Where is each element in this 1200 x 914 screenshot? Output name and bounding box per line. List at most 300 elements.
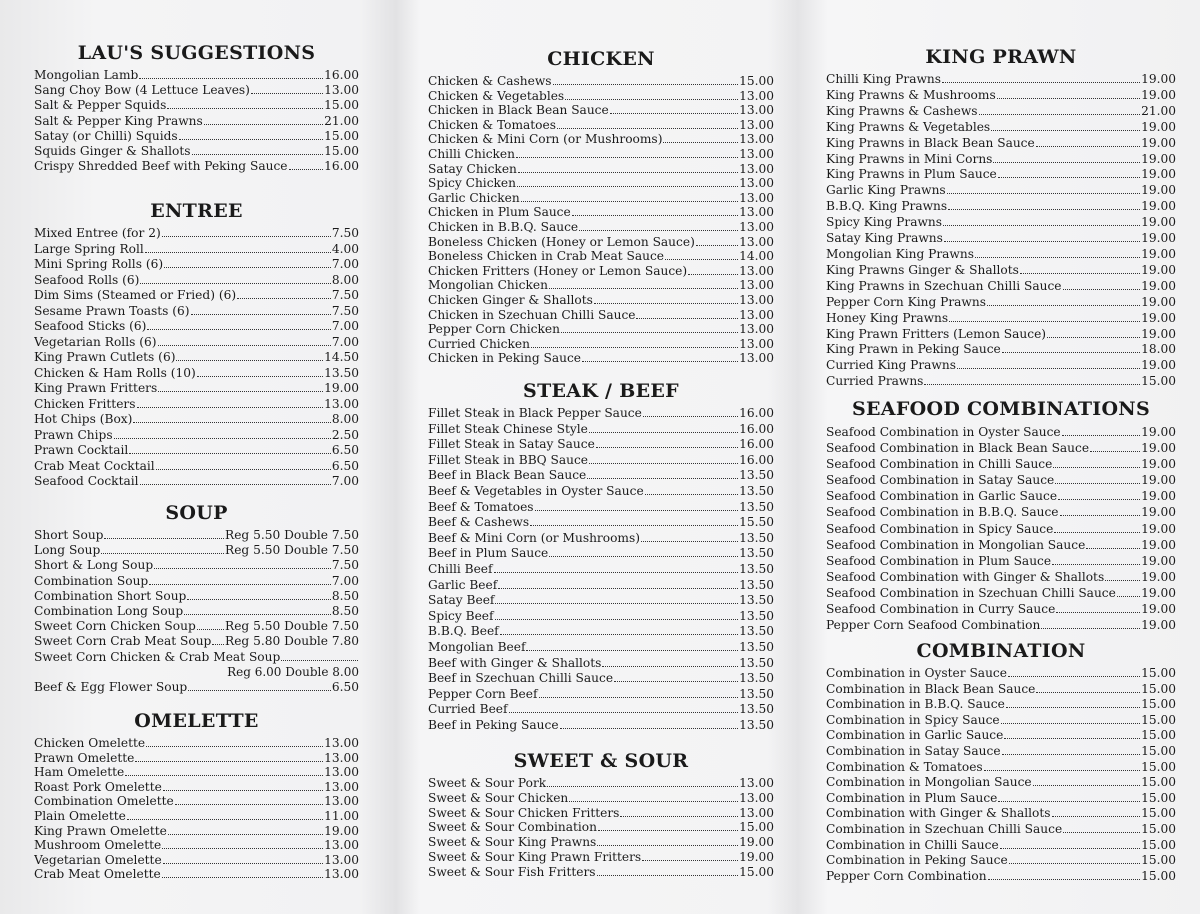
dot-leader <box>530 516 738 526</box>
menu-item-price: 13.00 <box>324 765 359 780</box>
menu-item <box>428 162 774 177</box>
menu-item-name: King Prawns & Mushrooms <box>826 87 996 102</box>
menu-item <box>34 144 359 159</box>
menu-item <box>428 337 774 352</box>
menu-item <box>826 358 1176 374</box>
menu-item-name: Squids Ginger & Shallots <box>34 144 191 159</box>
section-chicken <box>428 48 774 366</box>
menu-item-price: 7.00 <box>331 319 359 333</box>
menu-item-price: 8.00 <box>331 412 359 426</box>
menu-item-name: Fillet Steak in Satay Sauce <box>428 437 595 452</box>
menu-item-price: 19.00 <box>1141 310 1176 325</box>
dot-leader <box>1000 839 1140 849</box>
dot-leader <box>162 839 323 849</box>
menu-item <box>826 440 1176 456</box>
dot-leader <box>614 672 738 682</box>
menu-item <box>826 136 1176 152</box>
dot-leader <box>1052 555 1140 565</box>
menu-item-price: 19.00 <box>1141 326 1176 341</box>
dot-leader <box>163 854 323 864</box>
section-steak-beef <box>428 380 774 733</box>
menu-item-price: 13.00 <box>739 234 774 249</box>
dot-leader <box>1058 490 1140 500</box>
menu-item-name: Mixed Entree (for 2) <box>34 226 161 240</box>
menu-item-name: King Prawn Cutlets (6) <box>34 350 176 364</box>
dot-leader <box>1041 619 1140 629</box>
dot-leader <box>125 766 323 776</box>
menu-item-name: Combination in Satay Sauce <box>826 743 1001 758</box>
menu-item-price: 13.00 <box>739 351 774 366</box>
menu-item-name: Mongolian Lamb <box>34 68 139 82</box>
menu-item-price: 6.50 <box>331 679 359 694</box>
menu-item-price: 19.00 <box>1141 72 1176 86</box>
dot-leader <box>156 460 331 470</box>
menu-item <box>34 129 359 144</box>
menu-item <box>34 335 359 351</box>
menu-item <box>34 288 359 304</box>
menu-item <box>826 822 1176 838</box>
dot-leader <box>129 444 331 454</box>
dot-leader <box>101 544 224 554</box>
dot-leader <box>1055 474 1140 484</box>
menu-item-price: 13.00 <box>324 838 359 853</box>
section-soup <box>34 502 359 695</box>
menu-item-name: Combination in Plum Sauce <box>826 790 998 805</box>
menu-item-name: Chicken in Szechuan Chilli Sauce <box>428 307 636 322</box>
menu-item <box>826 152 1176 168</box>
menu-item-name: Plain Omelette <box>34 808 126 823</box>
menu-item-price: 13.50 <box>739 483 774 498</box>
menu-item-name: Combination in Garlic Sauce <box>826 728 1004 743</box>
menu-item-price: 13.00 <box>739 322 774 337</box>
dot-leader <box>237 289 331 299</box>
menu-item-price: 7.00 <box>331 334 359 349</box>
menu-item-price: 18.00 <box>1141 342 1176 357</box>
menu-item <box>826 537 1176 553</box>
menu-item <box>826 120 1176 136</box>
menu-item-price: 7.50 <box>331 558 359 573</box>
section-heading: SOUP <box>165 502 228 524</box>
menu-item-name: Sang Choy Bow (4 Lettuce Leaves) <box>34 83 250 98</box>
menu-item-price: 19.00 <box>1141 183 1176 198</box>
menu-item-name: Combination Omelette <box>34 794 174 809</box>
menu-item-price: 13.00 <box>739 263 774 278</box>
menu-item <box>826 744 1176 760</box>
menu-item <box>826 553 1176 569</box>
menu-item-price: 19.00 <box>1141 167 1176 182</box>
dot-leader <box>663 133 738 143</box>
menu-item <box>826 569 1176 585</box>
dot-leader <box>589 423 738 433</box>
menu-item-price: Reg 5.50 Double 7.50 <box>225 528 359 542</box>
menu-item-name: Salt & Pepper Squids <box>34 98 167 113</box>
menu-item-name: Mongolian Chicken <box>428 278 548 293</box>
menu-item-name: King Prawn Fritters (Lemon Sauce) <box>826 326 1047 341</box>
menu-item <box>34 604 359 619</box>
menu-item-price: 7.00 <box>331 573 359 588</box>
menu-item-name: Sweet & Sour Chicken Fritters <box>428 805 620 820</box>
dot-leader <box>560 719 739 729</box>
dot-leader <box>495 610 739 620</box>
menu-item-price: 13.00 <box>739 307 774 322</box>
dot-leader <box>1033 776 1141 786</box>
menu-item <box>428 865 774 880</box>
menu-item-name: Crab Meat Cocktail <box>34 458 155 473</box>
dot-leader <box>1054 523 1140 533</box>
menu-item <box>428 820 774 835</box>
menu-item <box>826 697 1176 713</box>
dot-leader <box>184 605 331 615</box>
menu-item-price: 16.00 <box>739 406 774 420</box>
menu-item <box>34 226 359 242</box>
menu-item <box>428 484 774 500</box>
section-heading: SEAFOOD COMBINATIONS <box>851 398 1150 420</box>
dot-leader <box>509 703 739 713</box>
menu-item <box>34 83 359 98</box>
menu-item-price: 6.50 <box>331 443 359 457</box>
menu-item-name: Dim Sims (Steamed or Fried) (6) <box>34 288 237 302</box>
menu-item-name: Satay Chicken <box>428 161 517 176</box>
menu-item <box>34 650 359 665</box>
menu-item <box>428 578 774 594</box>
menu-item-name: Seafood Combination in Spicy Sauce <box>826 521 1054 536</box>
menu-item-price: 13.00 <box>739 103 774 118</box>
menu-item <box>826 215 1176 231</box>
menu-item-price: 13.00 <box>739 278 774 293</box>
dot-leader <box>597 836 738 846</box>
dot-leader <box>517 177 738 187</box>
menu-item-name: Seafood Sticks (6) <box>34 319 147 333</box>
menu-item-price: 13.00 <box>324 736 359 750</box>
section-entree <box>34 200 359 490</box>
menu-item-price: 13.50 <box>739 468 774 483</box>
menu-item <box>826 853 1176 869</box>
menu-item-price: 19.00 <box>1141 505 1176 520</box>
menu-item <box>826 279 1176 295</box>
menu-item-name: Spicy Beef <box>428 608 494 623</box>
menu-item <box>826 617 1176 633</box>
menu-item-name: Spicy King Prawns <box>826 215 942 230</box>
menu-item <box>34 528 359 543</box>
menu-item <box>826 327 1176 343</box>
menu-item <box>428 176 774 191</box>
menu-item-price: 13.00 <box>324 794 359 809</box>
dot-leader <box>997 89 1140 99</box>
menu-item-name: Seafood Combination in Mongolian Sauce <box>826 537 1086 552</box>
menu-item <box>826 263 1176 279</box>
section-king-prawn <box>826 46 1176 390</box>
menu-item-name: Vegetarian Rolls (6) <box>34 334 157 349</box>
menu-item-price: 19.00 <box>1141 358 1176 373</box>
menu-item-name: Seafood Combination in B.B.Q. Sauce <box>826 505 1059 520</box>
menu-item <box>428 850 774 865</box>
menu-item <box>428 656 774 672</box>
menu-item-price: 13.00 <box>739 190 774 205</box>
menu-item-name: B.B.Q. King Prawns <box>826 199 948 214</box>
menu-item-price: 13.50 <box>739 608 774 623</box>
menu-item-name: Salt & Pepper King Prawns <box>34 113 203 128</box>
menu-item <box>826 424 1176 440</box>
dot-leader <box>948 200 1140 210</box>
menu-item-price: 13.50 <box>739 593 774 608</box>
menu-item <box>428 235 774 250</box>
menu-item-price: 15.00 <box>1141 868 1176 883</box>
menu-item <box>428 500 774 516</box>
menu-item-name: Curried King Prawns <box>826 358 956 373</box>
dot-leader <box>594 294 738 304</box>
menu-item-name: Beef & Vegetables in Oyster Sauce <box>428 483 644 498</box>
dot-leader <box>494 563 739 573</box>
menu-item-name: King Prawns Ginger & Shallots <box>826 262 1019 277</box>
menu-item <box>826 456 1176 472</box>
dot-leader <box>582 352 738 362</box>
menu-item-price: 15.00 <box>739 864 774 879</box>
menu-item-price: 13.50 <box>739 546 774 561</box>
menu-item-price: 16.00 <box>324 159 359 174</box>
menu-item <box>428 437 774 453</box>
section-heading: ENTREE <box>150 200 243 222</box>
dot-leader <box>539 688 739 698</box>
menu-item-price: 13.50 <box>739 530 774 545</box>
menu-item-name: Combination Soup <box>34 573 149 588</box>
menu-item-name: Chicken in B.B.Q. Sauce <box>428 219 579 234</box>
dot-leader <box>191 305 331 315</box>
menu-item-price: 19.00 <box>324 381 359 395</box>
menu-item <box>428 806 774 821</box>
menu-item-name: Combination in Chilli Sauce <box>826 837 999 852</box>
menu-item-price: 15.00 <box>1141 806 1176 821</box>
menu-item-price: 7.00 <box>331 474 359 488</box>
menu-item-price: 13.00 <box>324 83 359 98</box>
menu-item-price: 13.00 <box>739 292 774 307</box>
dot-leader <box>957 359 1140 369</box>
dot-leader <box>1020 264 1140 274</box>
menu-item-price: 8.50 <box>331 588 359 603</box>
menu-item-name: King Prawn Omelette <box>34 823 167 838</box>
menu-item-price: 13.50 <box>739 624 774 639</box>
menu-item-price: 7.50 <box>331 288 359 302</box>
dot-leader <box>998 792 1140 802</box>
menu-item-name: Chilli Chicken <box>428 146 515 161</box>
menu-item-price: 15.00 <box>1141 712 1176 727</box>
menu-item <box>826 585 1176 601</box>
dot-leader <box>602 657 738 667</box>
menu-item-price: 15.00 <box>324 98 359 113</box>
menu-item <box>826 601 1176 617</box>
menu-item <box>34 809 359 824</box>
dot-leader <box>500 625 738 635</box>
menu-item-name: Seafood Combination in Black Bean Sauce <box>826 441 1090 456</box>
dot-leader <box>589 454 738 464</box>
dot-leader <box>147 320 330 330</box>
menu-item-name: Pepper Corn King Prawns <box>826 294 986 309</box>
menu-item-price: 15.50 <box>739 515 774 530</box>
menu-item-price: 19.00 <box>1141 199 1176 214</box>
dot-leader <box>572 206 738 216</box>
dot-leader <box>518 163 738 173</box>
dot-leader <box>643 407 738 417</box>
dot-leader <box>991 121 1140 131</box>
menu-item-name: Chicken & Ham Rolls (10) <box>34 365 196 380</box>
menu-item-price: 15.00 <box>324 128 359 143</box>
menu-item <box>826 374 1176 390</box>
menu-item-price: 15.00 <box>1141 728 1176 743</box>
menu-item-name: Sweet & Sour Fish Fritters <box>428 864 596 879</box>
dot-leader <box>495 594 738 604</box>
dot-leader <box>1008 667 1140 677</box>
menu-item-price: 19.00 <box>1141 585 1176 600</box>
section-seafood-combinations <box>826 398 1176 633</box>
menu-item-price: 19.00 <box>1141 537 1176 552</box>
menu-item <box>34 412 359 428</box>
menu-item <box>428 191 774 206</box>
menu-item-price: 19.00 <box>739 849 774 864</box>
section-heading: STEAK / BEEF <box>523 380 679 402</box>
menu-item <box>826 791 1176 807</box>
menu-item-price: 8.00 <box>331 272 359 287</box>
menu-item <box>826 806 1176 822</box>
dot-leader <box>1002 745 1141 755</box>
dot-leader <box>645 485 738 495</box>
menu-item-price: 13.50 <box>739 671 774 686</box>
menu-item-price: 13.00 <box>739 161 774 176</box>
dot-leader <box>1063 280 1141 290</box>
menu-item-price: 19.00 <box>1141 473 1176 488</box>
menu-item-price: 19.00 <box>1141 231 1176 246</box>
menu-item-name: Sesame Prawn Toasts (6) <box>34 303 190 318</box>
menu-item-price: 15.00 <box>1141 759 1176 774</box>
menu-item <box>34 257 359 273</box>
menu-item <box>826 869 1176 885</box>
menu-item <box>428 791 774 806</box>
menu-item <box>34 824 359 839</box>
section-heading: LAU'S SUGGESTIONS <box>77 42 316 64</box>
menu-item-price: 16.00 <box>739 421 774 436</box>
dot-leader <box>1052 807 1141 817</box>
dot-leader <box>1047 328 1140 338</box>
menu-item-name: Sweet & Sour Pork <box>428 776 547 790</box>
menu-item-name: Seafood Combination in Szechuan Chilli Sauce <box>826 585 1116 600</box>
menu-item-name: King Prawns in Plum Sauce <box>826 167 997 182</box>
menu-item <box>826 167 1176 183</box>
menu-item <box>34 366 359 382</box>
menu-item-name: Combination in B.B.Q. Sauce <box>826 697 1005 712</box>
menu-item-price: 13.50 <box>324 365 359 380</box>
menu-item-name: Vegetarian Omelette <box>34 852 162 867</box>
dot-leader <box>1117 587 1140 597</box>
menu-item <box>428 406 774 422</box>
menu-item-price: 14.00 <box>739 249 774 264</box>
menu-item-name: Ham Omelette <box>34 765 125 780</box>
menu-item-name: Seafood Combination with Ginger & Shallots <box>826 569 1105 584</box>
menu-item-name: Curried Beef <box>428 702 508 717</box>
menu-item-name: Hot Chips (Box) <box>34 412 133 426</box>
menu-item-price: 19.00 <box>1141 151 1176 166</box>
menu-item-name: Satay King Prawns <box>826 231 943 246</box>
menu-item <box>428 515 774 531</box>
dot-leader <box>516 148 738 158</box>
menu-item-name: Combination in Szechuan Chilli Sauce <box>826 821 1063 836</box>
menu-item-name: Sweet & Sour King Prawn Fritters <box>428 849 642 864</box>
dot-leader <box>942 73 1140 83</box>
menu-item-name: Sweet & Sour Chicken <box>428 790 569 805</box>
menu-item-name: Beef with Ginger & Shallots <box>428 655 602 670</box>
menu-item-name: Combination Short Soup <box>34 588 187 603</box>
menu-item-price: 8.50 <box>331 604 359 619</box>
dot-leader <box>988 870 1141 880</box>
dot-leader <box>137 398 324 408</box>
menu-item-price: 6.50 <box>331 458 359 473</box>
menu-item-price: 15.00 <box>1141 374 1176 389</box>
dot-leader <box>140 475 331 485</box>
menu-item <box>34 428 359 444</box>
menu-item <box>428 702 774 718</box>
menu-item <box>826 521 1176 537</box>
dot-leader <box>104 529 224 539</box>
menu-item <box>428 264 774 279</box>
dot-leader <box>187 590 330 600</box>
menu-item-price: 11.00 <box>324 808 359 823</box>
menu-item-price: 19.00 <box>1141 569 1176 584</box>
menu-item-name: Garlic King Prawns <box>826 183 946 198</box>
menu-item <box>428 308 774 323</box>
dot-leader <box>145 243 331 253</box>
menu-item-name: Prawn Chips <box>34 427 113 442</box>
menu-item-price: 15.00 <box>739 820 774 835</box>
menu-item <box>34 459 359 475</box>
menu-item-price: 19.00 <box>1141 425 1176 439</box>
menu-item-name: Curried Chicken <box>428 336 530 351</box>
dot-leader <box>549 547 738 557</box>
dot-leader <box>641 532 738 542</box>
menu-item-name: Sweet Corn Chicken Soup <box>34 619 196 634</box>
menu-item-name: Short & Long Soup <box>34 558 154 573</box>
menu-item-name: Fillet Steak Chinese Style <box>428 421 588 436</box>
menu-item <box>428 249 774 264</box>
menu-item-name: Garlic Beef <box>428 577 498 592</box>
menu-item-price: 19.00 <box>1141 119 1176 134</box>
menu-item <box>428 671 774 687</box>
menu-item-name: Chicken in Peking Sauce <box>428 351 582 366</box>
dot-leader <box>158 382 323 392</box>
dot-leader <box>944 232 1140 242</box>
dot-leader <box>620 807 738 817</box>
dot-leader <box>149 575 331 585</box>
menu-item-name: Chicken in Black Bean Sauce <box>428 103 609 118</box>
menu-item-name: King Prawns in Black Bean Sauce <box>826 135 1035 150</box>
menu-item-price: 13.00 <box>739 805 774 820</box>
menu-item <box>34 242 359 258</box>
menu-item-price: 13.00 <box>739 88 774 103</box>
menu-item-name: Seafood Combination in Oyster Sauce <box>826 425 1061 439</box>
dot-leader <box>188 681 331 691</box>
dot-leader <box>197 620 224 630</box>
dot-leader <box>569 792 738 802</box>
menu-item-price: 21.00 <box>1141 103 1176 118</box>
menu-item-name: Long Soup <box>34 543 101 558</box>
menu-item <box>428 531 774 547</box>
dot-leader <box>164 258 331 268</box>
menu-item <box>34 558 359 573</box>
menu-item-name: King Prawns in Szechuan Chilli Sauce <box>826 278 1062 293</box>
menu-item <box>826 488 1176 504</box>
menu-item <box>428 74 774 89</box>
menu-item-name: B.B.Q. Beef <box>428 624 499 639</box>
dot-leader <box>598 821 738 831</box>
menu-item-price: 13.50 <box>739 702 774 717</box>
dot-leader <box>127 810 323 820</box>
menu-item-name: Crab Meat Omelette <box>34 867 161 882</box>
